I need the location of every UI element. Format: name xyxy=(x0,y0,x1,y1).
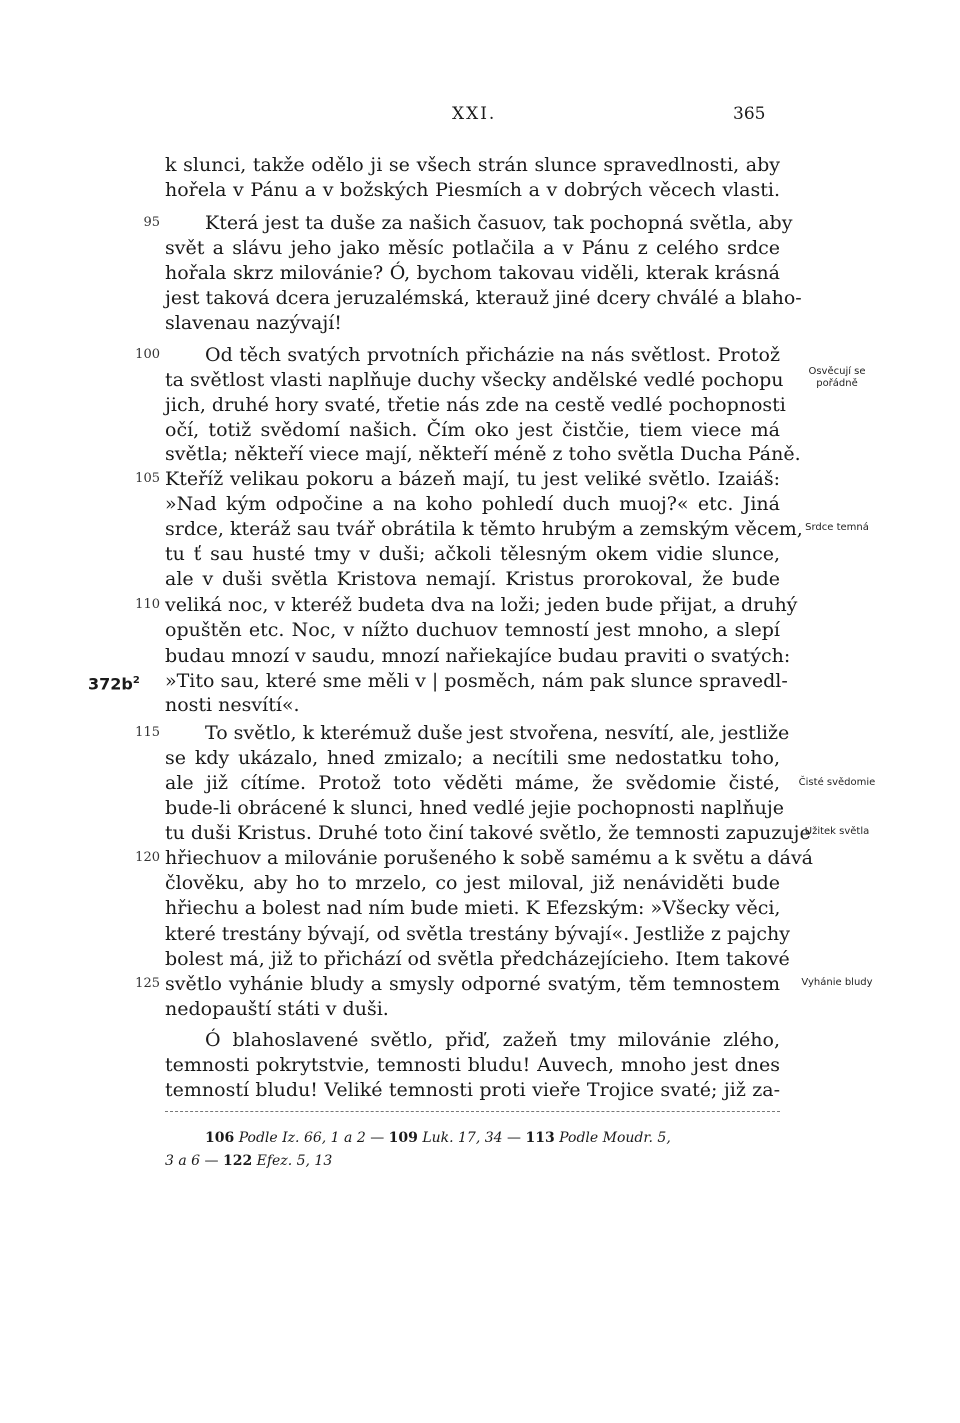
text-line: bude-li obrácené k slunci, hned vedlé jejie pochopnosti naplňuje xyxy=(165,797,784,819)
text-line: k slunci, takže odělo ji se všech strán slunce spravedlnosti, aby xyxy=(165,154,780,176)
footnote-dash: — xyxy=(507,1130,522,1146)
folio-text: 372b xyxy=(88,674,133,694)
text-line: hořela v Pánu a v božských Piesmích a v dobrých věcech vlasti. xyxy=(165,179,780,201)
footnote-number: 109 xyxy=(388,1130,418,1146)
text-line: očí, totiž svědomí našich. Čím oko jest čistčie, tiem viece má xyxy=(165,419,780,441)
footnote-line xyxy=(165,1150,740,1172)
text-line: Ó blahoslavené světlo, přiď, zažeň tmy milovánie zlého, xyxy=(205,1029,780,1051)
footnote-reference: Luk. 17, 34 xyxy=(422,1130,503,1146)
line-number: 120 xyxy=(135,850,160,865)
footnote-reference: Efez. 5, 13 xyxy=(256,1153,333,1169)
margin-note: Srdce temná xyxy=(805,522,869,533)
page-number: 365 xyxy=(733,104,766,124)
line-number: 115 xyxy=(135,725,160,740)
footnote-number: 113 xyxy=(525,1130,555,1146)
running-header xyxy=(0,104,960,128)
text-line: světla; někteří viece mají, někteří méně z toho světla Ducha Páně. xyxy=(165,443,801,465)
text-line: jich, druhé hory svaté, třetie nás zde na cestě vedlé pochopnosti xyxy=(165,394,786,416)
margin-note: Osvěcují se pořádně xyxy=(808,366,866,389)
text-line: Kteříž velikau pokoru a bázeň mají, tu jest veliké světlo. Izaiáš: xyxy=(165,468,780,490)
margin-note: Čisté svědomie xyxy=(798,777,876,788)
text-line: temnosti pokrytstvie, temnosti bludu! Auvech, mnoho jest dnes xyxy=(165,1054,780,1076)
text-line: Která jest ta duše za našich časuov, tak pochopná světla, aby xyxy=(205,212,793,234)
margin-note: Užitek světla xyxy=(804,826,870,837)
text-line: hřiechuov a milovánie porušeného k sobě samému a k světu a dává xyxy=(165,847,814,869)
chapter-number: XXI. xyxy=(452,104,497,124)
text-line: jest taková dcera jeruzalémská, kterauž jiné dcery chválé a blaho- xyxy=(165,287,802,309)
text-line: opuštěn etc. Noc, v nížto duchuov temností jest mnoho, a slepí xyxy=(165,619,780,641)
text-line: tu duši Kristus. Druhé toto činí takové světlo, že temnosti zapuzuje xyxy=(165,822,811,844)
text-line: svět a slávu jeho jako měsíc potlačila a v Pánu z celého srdce xyxy=(165,237,780,259)
footnote-reference: 3 a 6 xyxy=(165,1153,201,1169)
margin-note: Vyhánie bludy xyxy=(801,977,873,988)
text-line: veliká noc, v kteréž budeta dva na loži; jeden bude přijat, a druhý xyxy=(165,594,798,616)
footnote-reference: Podle Moudr. 5, xyxy=(559,1130,671,1146)
folio-superscript: 2 xyxy=(132,675,140,686)
text-line: nosti nesvítí«. xyxy=(165,694,300,716)
text-line: tu ť sau husté tmy v duši; ačkoli tělesným okem vidie slunce, xyxy=(165,543,780,565)
text-line: se kdy ukázalo, hned zmizalo; a necítili sme nedostatku toho, xyxy=(165,747,780,769)
text-line: To světlo, k kterémuž duše jest stvořena, nesvítí, ale, jestliže xyxy=(205,722,790,744)
text-line: ta světlost vlasti naplňuje duchy všecky andělské vedlé pochopu xyxy=(165,369,784,391)
footnote-number: 106 xyxy=(205,1130,235,1146)
text-line: temností bludu! Veliké temnosti proti vieře Trojice svaté; již za- xyxy=(165,1079,780,1101)
text-line: hořala skrz milovánie? Ó, bychom takovau viděli, kterak krásná xyxy=(165,262,780,284)
line-number: 110 xyxy=(135,597,160,612)
text-line: budau mnozí v saudu, mnozí nařiekajíce budau praviti o svatých: xyxy=(165,645,791,667)
text-line: světlo vyhánie bludy a smysly odporné svatým, těm temnostem xyxy=(165,973,780,995)
text-line: ale již cítíme. Protož toto věděti máme, že svědomie čisté, xyxy=(165,772,780,794)
text-line: srdce, kteráž sau tvář obrátila k těmto hrubým a zemským věcem, xyxy=(165,518,803,540)
footnote-dash: — xyxy=(204,1153,219,1169)
line-number: 100 xyxy=(135,347,160,362)
text-line: »Nad kým odpočine a na koho pohledí duch muoj?« etc. Jiná xyxy=(165,493,780,515)
line-number: 95 xyxy=(143,215,160,230)
line-number: 105 xyxy=(135,471,160,486)
footnote-dash: — xyxy=(370,1130,385,1146)
text-line: člověku, aby ho to mrzelo, co jest miloval, již nenáviděti bude xyxy=(165,872,780,894)
text-line: »Tito sau, které sme měli v | posměch, nám pak slunce spravedl- xyxy=(165,670,788,692)
footnote-line xyxy=(205,1127,780,1149)
footnote-reference: Podle Iz. 66, 1 a 2 xyxy=(238,1130,366,1146)
text-line: nedopauští státi v duši. xyxy=(165,998,389,1020)
text-line: ale v duši světla Kristova nemají. Kristus prorokoval, že bude xyxy=(165,568,780,590)
text-line: Od těch svatých prvotních přicházie na nás světlost. Protož xyxy=(205,344,780,366)
text-line: hřiechu a bolest nad ním bude mieti. K Efezským: »Všecky věci, xyxy=(165,897,781,919)
folio-marker xyxy=(88,668,140,697)
text-line: slavenau nazývají! xyxy=(165,312,342,334)
footnote-divider xyxy=(165,1111,780,1112)
line-number: 125 xyxy=(135,976,160,991)
text-line: které trestány bývají, od světla trestány bývají«. Jestliže z pajchy xyxy=(165,923,790,945)
footnote-number: 122 xyxy=(222,1153,253,1169)
text-line: bolest má, již to přichází od světla předcházejícieho. Item takové xyxy=(165,948,790,970)
